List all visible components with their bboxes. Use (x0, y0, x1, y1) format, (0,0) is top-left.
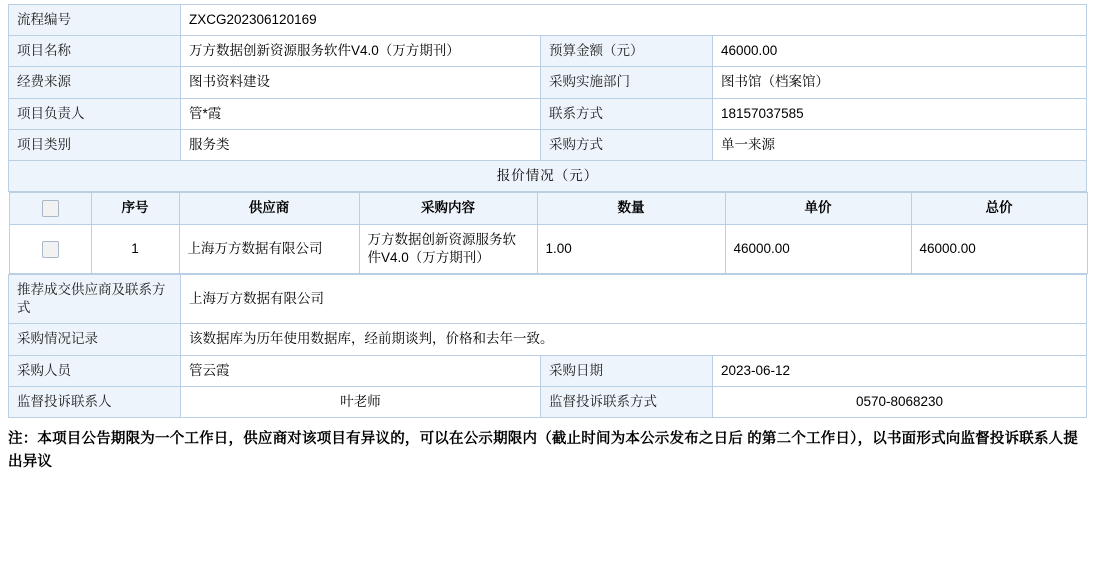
field-value-procurement-record: 该数据库为历年使用数据库，经前期谈判，价格和去年一致。 (181, 324, 1087, 355)
field-label-budget: 预算金额（元） (541, 36, 713, 67)
table-row (9, 129, 1087, 160)
quote-header-content: 采购内容 (359, 193, 537, 224)
field-value-supervisor-contact: 叶老师 (181, 386, 541, 417)
table-row (9, 224, 1087, 273)
row-checkbox[interactable] (42, 241, 59, 258)
field-label-procurement-record: 采购情况记录 (9, 324, 181, 355)
quote-header-unit-price: 单价 (725, 193, 911, 224)
field-value-project-manager: 管*霞 (181, 98, 541, 129)
field-label-project-category: 项目类别 (9, 129, 181, 160)
quote-header-total-price: 总价 (911, 193, 1087, 224)
quote-table (9, 192, 1088, 274)
field-label-recommended-supplier: 推荐成交供应商及联系方式 (9, 274, 181, 323)
table-row (9, 274, 1087, 323)
table-row (9, 5, 1087, 36)
field-label-contact: 联系方式 (541, 98, 713, 129)
field-label-process-no: 流程编号 (9, 5, 181, 36)
field-value-contact: 18157037585 (713, 98, 1087, 129)
field-label-procurement-staff: 采购人员 (9, 355, 181, 386)
quote-header-supplier: 供应商 (179, 193, 359, 224)
row-index: 1 (91, 224, 179, 273)
quote-header-quantity: 数量 (537, 193, 725, 224)
field-value-project-name: 万方数据创新资源服务软件V4.0（万方期刊） (181, 36, 541, 67)
field-label-supervisor-phone: 监督投诉联系方式 (541, 386, 713, 417)
field-value-recommended-supplier: 上海万方数据有限公司 (181, 274, 1087, 323)
quote-header-index: 序号 (91, 193, 179, 224)
row-total-price: 46000.00 (911, 224, 1087, 273)
field-label-department: 采购实施部门 (541, 67, 713, 98)
field-value-procurement-method: 单一来源 (713, 129, 1087, 160)
field-value-process-no: ZXCG202306120169 (181, 5, 1087, 36)
field-label-project-name: 项目名称 (9, 36, 181, 67)
procurement-form-table (8, 4, 1087, 418)
field-value-budget: 46000.00 (713, 36, 1087, 67)
table-row (9, 324, 1087, 355)
quote-header-select (9, 193, 91, 224)
table-row (9, 355, 1087, 386)
table-row (9, 98, 1087, 129)
field-value-supervisor-phone: 0570-8068230 (713, 386, 1087, 417)
table-row (9, 67, 1087, 98)
table-row (9, 36, 1087, 67)
field-value-procurement-date: 2023-06-12 (713, 355, 1087, 386)
row-quantity: 1.00 (537, 224, 725, 273)
field-value-project-category: 服务类 (181, 129, 541, 160)
field-label-funding-source: 经费来源 (9, 67, 181, 98)
field-value-department: 图书馆（档案馆） (713, 67, 1087, 98)
footer-note: 注：本项目公告期限为一个工作日，供应商对该项目有异议的，可以在公示期限内（截止时间为本公示发布之日后 的第二个工作日），以书面形式向监督投诉联系人提出异议 (8, 431, 1079, 470)
row-select-cell (9, 224, 91, 273)
quote-header-row (9, 193, 1087, 224)
row-supplier: 上海万方数据有限公司 (179, 224, 359, 273)
field-label-project-manager: 项目负责人 (9, 98, 181, 129)
table-row (9, 386, 1087, 417)
field-label-procurement-method: 采购方式 (541, 129, 713, 160)
field-label-procurement-date: 采购日期 (541, 355, 713, 386)
row-unit-price: 46000.00 (725, 224, 911, 273)
section-title-quote: 报价情况（元） (9, 161, 1087, 192)
select-all-checkbox[interactable] (42, 200, 59, 217)
table-row (9, 161, 1087, 192)
table-row-quote-embed (9, 192, 1087, 275)
field-label-supervisor-contact: 监督投诉联系人 (9, 386, 181, 417)
field-value-funding-source: 图书资料建设 (181, 67, 541, 98)
field-value-procurement-staff: 管云霞 (181, 355, 541, 386)
row-content: 万方数据创新资源服务软件V4.0（万方期刊） (359, 224, 537, 273)
